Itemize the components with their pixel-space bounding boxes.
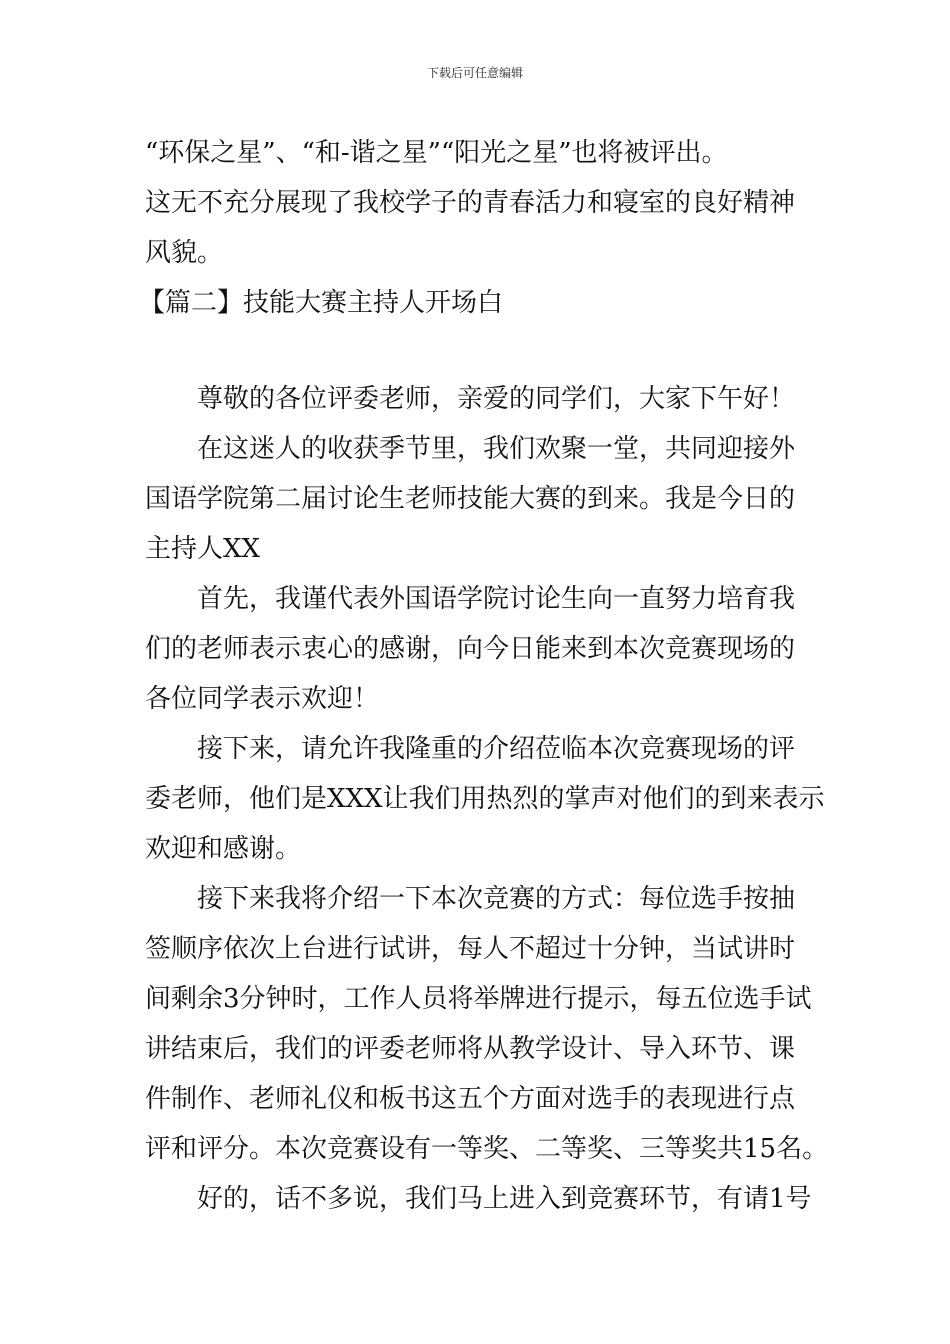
text-line: 尊敬的各位评委老师，亲爱的同学们，大家下午好！	[197, 384, 796, 414]
paragraph-judges	[145, 724, 825, 874]
text-line: 签顺序依次上台进行试讲，每人不超过十分钟，当试讲时	[145, 934, 796, 964]
text-line: 这无不充分展现了我校学子的青春活力和寝室的良好精神	[145, 188, 796, 218]
text-line: 各位同学表示欢迎！	[145, 684, 380, 714]
paragraph-thanks	[145, 574, 810, 724]
blank-gap	[145, 328, 810, 374]
text-line: 主持人XX	[145, 534, 261, 564]
paragraph-greeting	[145, 374, 810, 424]
paragraph-begin	[145, 1174, 810, 1224]
text-line: 国语学院第二届讨论生老师技能大赛的到来。我是今日的	[145, 484, 796, 514]
section-heading	[139, 278, 810, 328]
text-line: 首先，我谨代表外国语学院讨论生向一直努力培育我	[197, 584, 796, 614]
page-header: 下载后可任意编辑	[426, 66, 523, 80]
text-line: 好的，话不多说，我们马上进入到竞赛环节，有请1号	[197, 1184, 812, 1214]
text-line: 件制作、老师礼仪和板书这五个方面对选手的表现进行点	[145, 1084, 796, 1114]
text-line: 讲结束后，我们的评委老师将从教学设计、导入环节、课	[145, 1034, 796, 1064]
text-line: 评和评分。本次竞赛设有一等奖、二等奖、三等奖共15名。	[145, 1134, 829, 1164]
text-line: 风貌。	[145, 238, 224, 268]
text-line: 欢迎和感谢。	[145, 834, 302, 864]
text-line: 接下来，请允许我隆重的介绍莅临本次竞赛现场的评	[197, 734, 796, 764]
text-line: 们的老师表示衷心的感谢，向今日能来到本次竞赛现场的	[145, 634, 796, 664]
text-line: 间剩余3分钟时，工作人员将举牌进行提示，每五位选手试	[145, 984, 812, 1014]
paragraph-continuation	[145, 128, 810, 278]
text-line: “环保之星”、“和-谐之星”“阳光之星”也将被评出。	[145, 138, 728, 168]
text-line: 委老师，他们是XXX让我们用热烈的掌声对他们的到来表示	[145, 784, 825, 814]
document-body	[139, 128, 829, 1224]
paragraph-rules	[145, 874, 829, 1174]
paragraph-welcome	[145, 424, 810, 574]
section-title: 【篇二】技能大赛主持人开场白	[139, 288, 504, 318]
text-line: 在这迷人的收获季节里，我们欢聚一堂，共同迎接外	[197, 434, 796, 464]
text-line: 接下来我将介绍一下本次竞赛的方式：每位选手按抽	[197, 884, 796, 914]
